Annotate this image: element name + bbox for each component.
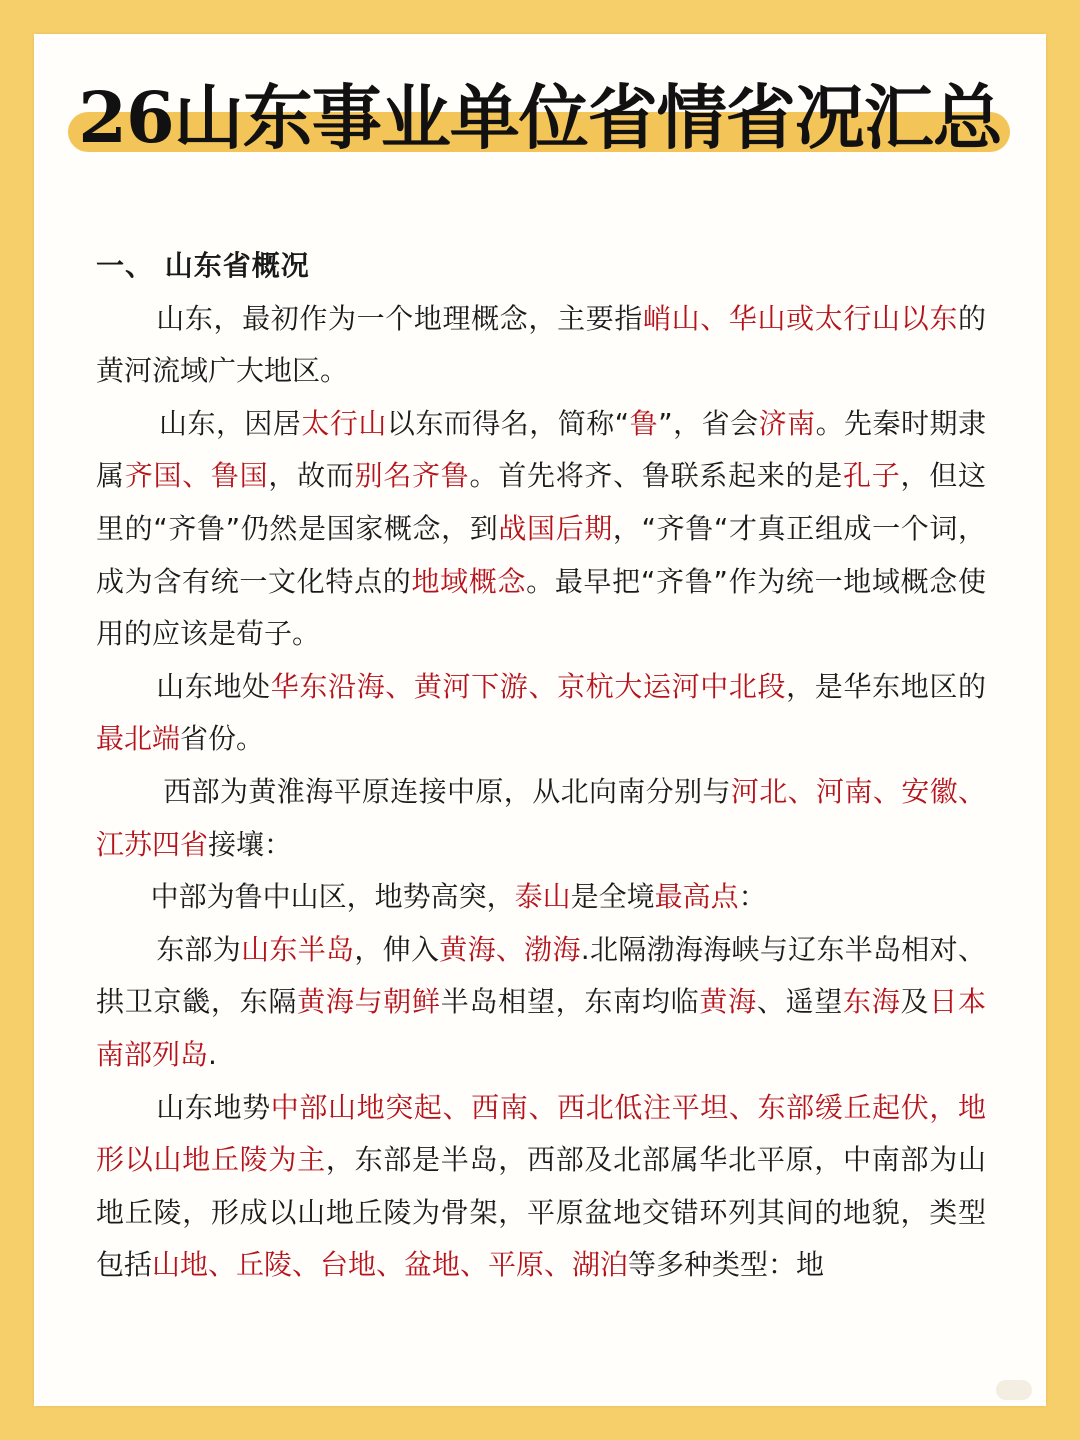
article-body [96, 240, 986, 1292]
highlighted-text: 中部山地突起、西南、西北低注平坦、东部缓丘起伏，地形以山地丘陵为主 [96, 1090, 986, 1177]
text-run: .北隔渤海海峡与辽东半岛相对、拱卫京畿，东隔 [96, 932, 986, 1019]
highlighted-text: 山东半岛 [241, 932, 355, 966]
section-heading: 一、 山东省概况 [96, 249, 310, 282]
text-run: 。最早把“齐鲁”作为统一地域概念使用的应该是荀子。 [96, 564, 986, 651]
paragraph [96, 1082, 986, 1292]
text-run: 。首先将齐、鲁联系起来的是 [469, 459, 844, 493]
text-run: ，伸入 [354, 932, 440, 966]
text-run: 省份。 [180, 722, 265, 756]
text-run: ，但这里的“齐鲁”仍然是国家概念，到 [96, 459, 986, 545]
text-run: 的黄河流域广大地区。 [96, 301, 986, 388]
text-run: 西部为黄淮海平原连接中原，从北向南分别与 [163, 774, 731, 808]
highlighted-text: 河北、河南、安徽、江苏四省 [96, 774, 986, 861]
text-run: . [208, 1037, 217, 1071]
text-run: 是全境 [570, 880, 655, 914]
text-run: ，东部是半岛，西部及北部属华北平原，中南部为山地丘陵，形成以山地丘陵为骨架，平原盆地交错环列其间的地貌，类型包括 [96, 1143, 986, 1282]
text-run: 以东而得名，简称“ [386, 406, 630, 440]
text-run: 接壤： [208, 827, 293, 861]
watermark-badge [996, 1380, 1032, 1400]
highlighted-text: 地域概念 [411, 564, 527, 598]
text-run: 山东，因居 [159, 406, 302, 440]
highlighted-text: 太行山 [301, 406, 387, 440]
highlighted-text: 最北端 [96, 722, 181, 756]
paragraph [96, 924, 986, 1082]
paragraph [96, 661, 986, 766]
text-run: 中部为鲁中山区，地势高突， [150, 880, 515, 914]
text-run: ，故而 [268, 459, 355, 493]
paragraph [96, 871, 986, 924]
page-title: 26山东事业单位省情省况汇总 [78, 76, 1002, 159]
highlighted-text: 黄海、渤海 [439, 932, 581, 966]
text-run: 山东地势 [156, 1090, 271, 1124]
highlighted-text: 泰山 [514, 880, 571, 914]
text-run: 、遥望 [756, 985, 844, 1019]
content-card [34, 34, 1046, 1406]
text-run: 。先秦时期隶属 [96, 406, 986, 493]
highlighted-text: 山地、丘陵、台地、盆地、平原、湖泊 [152, 1248, 629, 1282]
highlighted-text: 齐国、鲁国 [124, 459, 269, 493]
highlighted-text: 黄海 [699, 985, 757, 1019]
highlighted-text: 华东沿海、黄河下游、京杭大运河中北段 [270, 669, 787, 703]
title-banner [34, 34, 1046, 194]
highlighted-text: 孔子 [843, 459, 901, 493]
text-run: ： [738, 880, 767, 914]
text-run: 东部为 [156, 932, 242, 966]
text-run: 等多种类型：地 [628, 1248, 825, 1282]
highlighted-text: 峭山、华山或太行山以东 [642, 301, 958, 335]
text-run: 山东，最初作为一个地理概念，主要指 [156, 301, 643, 335]
highlighted-text: 黄海与朝鲜 [297, 985, 441, 1019]
text-run: 及 [900, 985, 930, 1019]
paragraph [96, 398, 986, 661]
text-run: ”，省会 [658, 406, 759, 440]
highlighted-text: 济南 [758, 406, 816, 440]
paragraph [96, 766, 986, 871]
text-run: ，是华东地区的 [786, 669, 986, 703]
highlighted-text: 最高点 [654, 880, 739, 914]
highlighted-text: 别名齐鲁 [354, 459, 470, 493]
highlighted-text: 战国后期 [498, 511, 613, 545]
text-run: 半岛相望，东南均临 [440, 985, 700, 1019]
text-run: 山东地处 [156, 669, 271, 703]
text-run: ，“齐鲁“才真正组成一个词，成为含有统一文化特点的 [96, 511, 986, 598]
paragraph [96, 293, 986, 398]
highlighted-text: 鲁 [629, 406, 659, 440]
highlighted-text: 东海 [843, 985, 901, 1019]
highlighted-text: 日本南部列岛 [96, 985, 986, 1071]
